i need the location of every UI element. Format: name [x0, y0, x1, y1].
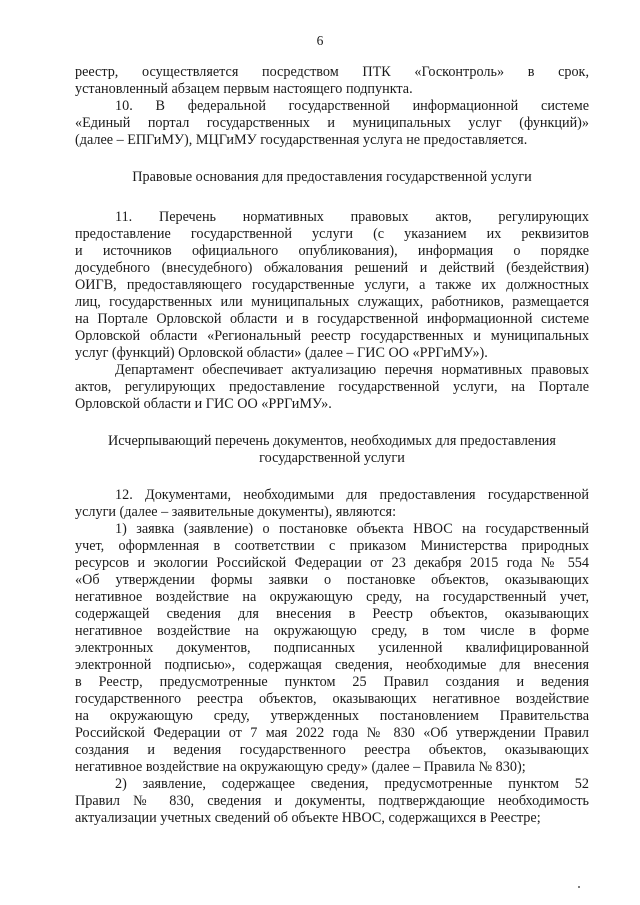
text-line: негативное воздействие на окружающую среду, в том числе в форме [75, 623, 589, 639]
text-line: Российской Федерации от 7 мая 2022 года № 830 «Об утверждении Правил [75, 725, 589, 741]
section-heading: Правовые основания для предоставления государственной услуги [132, 169, 532, 185]
scan-speck [578, 886, 580, 888]
text-line: установленный абзацем первым настоящего подпункта. [75, 81, 413, 97]
text-line: (далее – ЕПГиМУ), МЦГиМУ государственная услуга не предоставляется. [75, 132, 528, 148]
section-heading: государственной услуги [259, 450, 405, 466]
text-line: в Реестр, предусмотренные пунктом 25 Правил создания и ведения [75, 674, 589, 690]
text-line: досудебного (внесудебного) обжалования решений и действий (бездействия) [75, 260, 589, 276]
text-line: реестр, осуществляется посредством ПТК «Госконтроль» в срок, [75, 64, 589, 80]
text-line: «Единый портал государственных и муниципальных услуг (функций)» [75, 115, 589, 131]
text-line: лиц, государственных или муниципальных служащих, работников, размещается [75, 294, 589, 310]
text-line: электронной подписью», содержащая сведения, необходимые для внесения [75, 657, 589, 673]
text-line: государственного реестра объектов, оказывающих негативное воздействие [75, 691, 589, 707]
text-line: электронных документов, подписанных усиленной квалифицированной [75, 640, 589, 656]
text-line: услуги (далее – заявительные документы), являются: [75, 504, 397, 520]
text-line: 11. Перечень нормативных правовых актов, регулирующих [115, 209, 589, 225]
page-number: 6 [316, 33, 324, 48]
text-line: на Портале Орловской области и в государственной информационной системе [75, 311, 589, 327]
text-line: ОИГВ, предоставляющего государственные услуги, а также их должностных [75, 277, 589, 293]
text-line: содержащей сведения для внесения в Реестр объектов, оказывающих [75, 606, 589, 622]
text-line: 12. Документами, необходимыми для предоставления государственной [115, 487, 589, 503]
section-heading: Исчерпывающий перечень документов, необходимых для предоставления [108, 433, 556, 449]
text-line: и источников официального опубликования), информация о порядке [75, 243, 589, 259]
text-line: создания и ведения государственного реестра объектов, оказывающих [75, 742, 589, 758]
text-line: Департамент обеспечивает актуализацию перечня нормативных правовых [115, 362, 589, 378]
text-line: 2) заявление, содержащее сведения, предусмотренные пунктом 52 [115, 776, 589, 792]
text-line: 1) заявка (заявление) о постановке объекта НВОС на государственный [115, 521, 589, 537]
text-line: Орловской области и ГИС ОО «РРГиМУ». [75, 396, 332, 412]
text-line: Правил № 830, сведения и документы, подтверждающие необходимость [75, 793, 589, 809]
text-line: актуализации учетных сведений об объекте НВОС, содержащихся в Реестре; [75, 810, 541, 826]
text-line: негативное воздействие на окружающую среду» (далее – Правила № 830); [75, 759, 526, 775]
text-line: Орловской области «Региональный реестр государственных и муниципальных [75, 328, 589, 344]
text-line: «Об утверждении формы заявки о постановке объектов, оказывающих [75, 572, 589, 588]
text-line: услуг (функций) Орловской области» (далее – ГИС ОО «РРГиМУ»). [75, 345, 488, 361]
text-line: предоставление государственной услуги (с указанием их реквизитов [75, 226, 589, 242]
text-line: актов, регулирующих предоставление государственной услуги, на Портале [75, 379, 589, 395]
text-line: учет, оформленная в соответствии с приказом Министерства природных [75, 538, 589, 554]
text-line: 10. В федеральной государственной информационной системе [115, 98, 589, 114]
text-line: негативное воздействие на окружающую среду, на государственный учет, [75, 589, 589, 605]
text-line: на окружающую среду, утвержденных постановлением Правительства [75, 708, 589, 724]
text-line: ресурсов и экологии Российской Федерации от 23 декабря 2015 года № 554 [75, 555, 589, 571]
